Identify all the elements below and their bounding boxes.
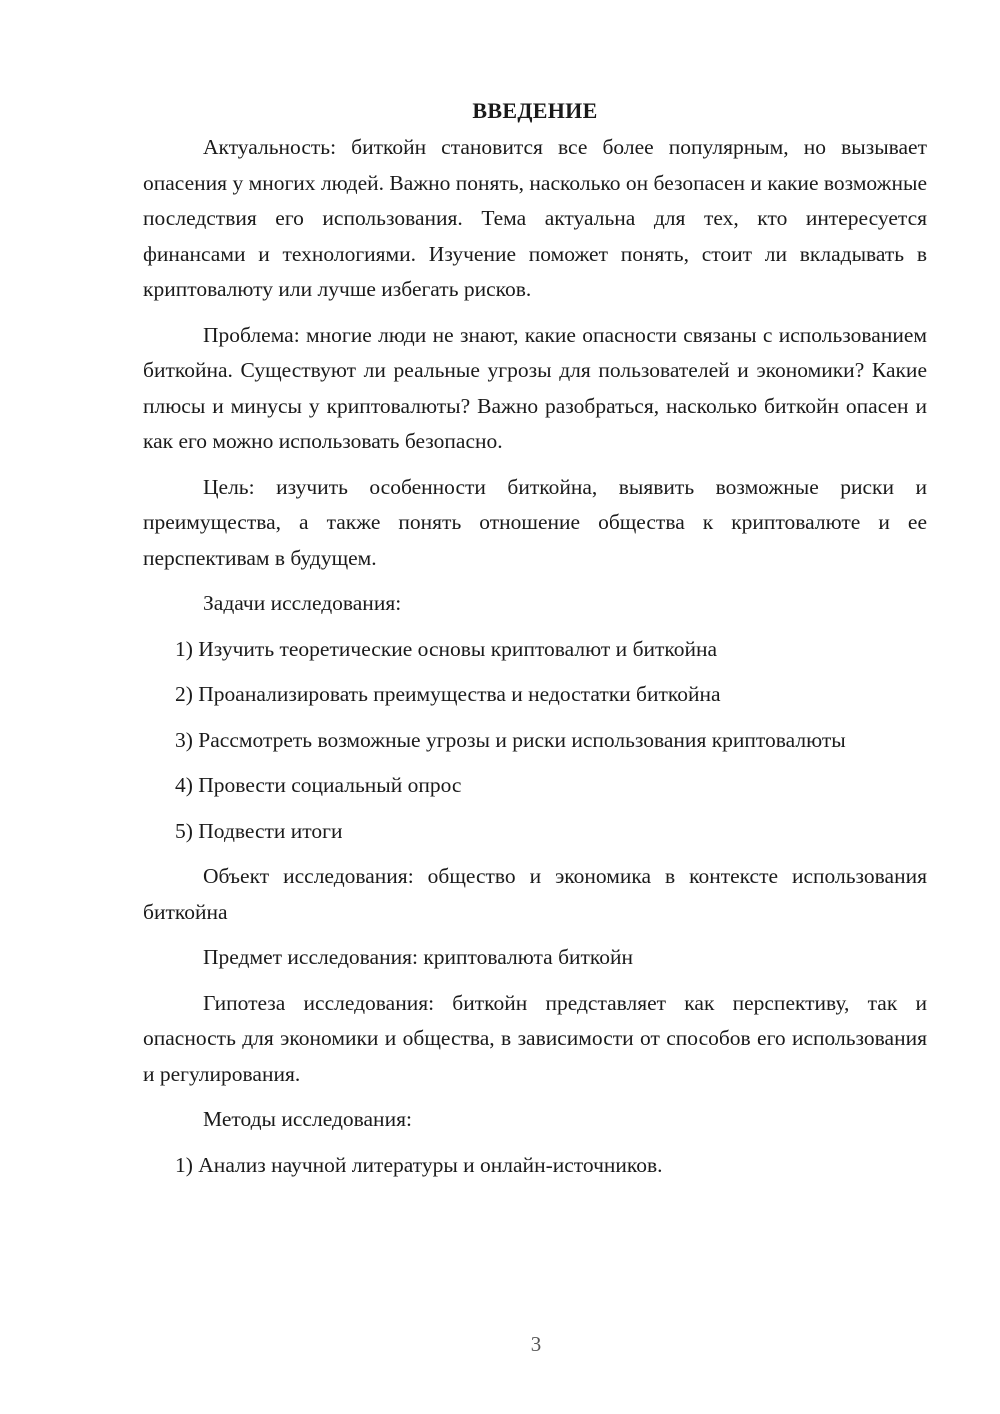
subject-paragraph: Предмет исследования: криптовалюта биткойн	[203, 945, 634, 969]
task-item: 2) Проанализировать преимущества и недостатки биткойна	[175, 682, 721, 706]
task-item: 1) Изучить теоретические основы криптовалют и биткойна	[175, 636, 718, 661]
object-paragraph: Объект исследования: общество и экономика в контексте использования биткойна	[143, 864, 927, 924]
tasks-heading: Задачи исследования:	[203, 591, 402, 615]
task-item: 5) Подвести итоги	[175, 818, 343, 843]
problem-paragraph: Проблема: многие люди не знают, какие опасности связаны с использованием биткойна. Существуют ли реальные угрозы для пользователей и экономики? Какие плюсы и минусы у криптовалюты? Важно разобраться, насколько биткойн опасен и как его можно использовать безопасно.	[143, 322, 927, 453]
hypothesis-paragraph: Гипотеза исследования: биткойн представляет как перспективу, так и опасность для экономики и общества, в зависимости от способов его использования и регулирования.	[143, 990, 927, 1086]
task-item: 3) Рассмотреть возможные угрозы и риски использования криптовалюты	[175, 727, 846, 752]
section-title: ВВЕДЕНИЕ	[472, 98, 598, 123]
task-item: 4) Провести социальный опрос	[175, 773, 462, 797]
relevance-paragraph: Актуальность: биткойн становится все более популярным, но вызывает опасения у многих людей. Важно понять, насколько он безопасен и какие возможные последствия его использования. Тема актуальна для тех, кто интересуется финансами и технологиями. Изучение поможет понять, стоит ли вкладывать в криптовалюту или лучше избегать рисков.	[143, 135, 927, 301]
goal-paragraph: Цель: изучить особенности биткойна, выявить возможные риски и преимущества, а также понять отношение общества к криптовалюте и ее перспективам в будущем.	[143, 474, 927, 570]
methods-heading: Методы исследования:	[203, 1107, 412, 1131]
method-item: 1) Анализ научной литературы и онлайн-источников.	[175, 1152, 663, 1177]
document-page	[143, 96, 927, 1193]
page-number: 3	[530, 1332, 542, 1356]
